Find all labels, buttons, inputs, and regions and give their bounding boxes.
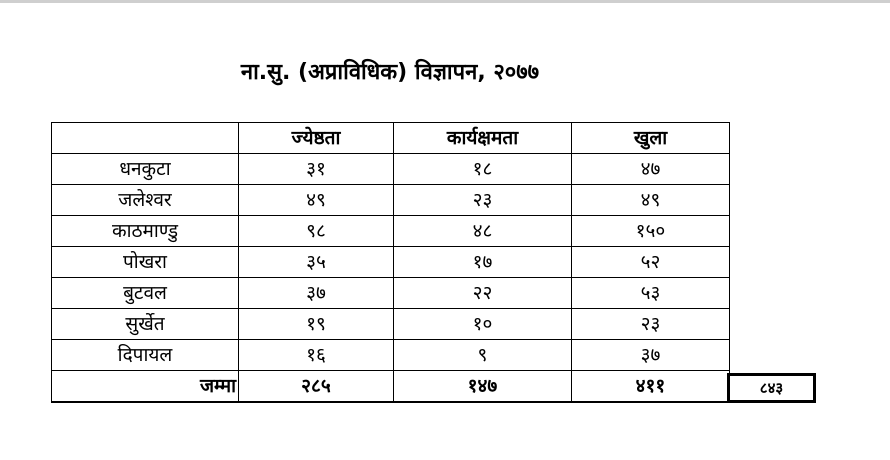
row-open: ४७: [572, 154, 730, 185]
header-efficiency: कार्यक्षमता: [394, 123, 572, 154]
row-efficiency: ९: [394, 340, 572, 371]
row-office: काठमाण्डु: [52, 216, 239, 247]
row-efficiency: २३: [394, 185, 572, 216]
row-office: जलेश्वर: [52, 185, 239, 216]
row-seniority: ३७: [239, 278, 394, 309]
row-open: ५२: [572, 247, 730, 278]
row-office: सुर्खेत: [52, 309, 239, 340]
row-seniority: ९८: [239, 216, 394, 247]
row-office: दिपायल: [52, 340, 239, 371]
table-row: [52, 278, 730, 309]
row-seniority: ३५: [239, 247, 394, 278]
row-office: बुटवल: [52, 278, 239, 309]
total-efficiency: १४७: [394, 371, 572, 403]
top-border: [0, 0, 890, 3]
row-efficiency: २२: [394, 278, 572, 309]
row-open: ५३: [572, 278, 730, 309]
grand-total-box: ८४३: [727, 373, 816, 403]
row-efficiency: १०: [394, 309, 572, 340]
row-seniority: ४९: [239, 185, 394, 216]
header-open: खुला: [572, 123, 730, 154]
row-office: पोखरा: [52, 247, 239, 278]
table-row: [52, 247, 730, 278]
table-row: [52, 154, 730, 185]
total-seniority: २८५: [239, 371, 394, 403]
table-row: [52, 340, 730, 371]
row-open: १५०: [572, 216, 730, 247]
total-open: ४११: [572, 371, 730, 403]
row-seniority: ३१: [239, 154, 394, 185]
row-efficiency: ४८: [394, 216, 572, 247]
row-seniority: १६: [239, 340, 394, 371]
row-open: ४९: [572, 185, 730, 216]
row-open: ३७: [572, 340, 730, 371]
table-row: [52, 185, 730, 216]
row-open: २३: [572, 309, 730, 340]
row-office: धनकुटा: [52, 154, 239, 185]
vacancy-table: [51, 122, 730, 403]
total-row: [52, 371, 730, 403]
document-title: ना.सु. (अप्राविधिक) विज्ञापन, २०७७: [240, 60, 540, 85]
row-seniority: १९: [239, 309, 394, 340]
row-efficiency: १८: [394, 154, 572, 185]
table-row: [52, 309, 730, 340]
table-row: [52, 216, 730, 247]
header-office: [52, 123, 239, 154]
row-efficiency: १७: [394, 247, 572, 278]
table-header-row: [52, 123, 730, 154]
total-label: जम्मा: [52, 371, 239, 403]
header-seniority: ज्येष्ठता: [239, 123, 394, 154]
